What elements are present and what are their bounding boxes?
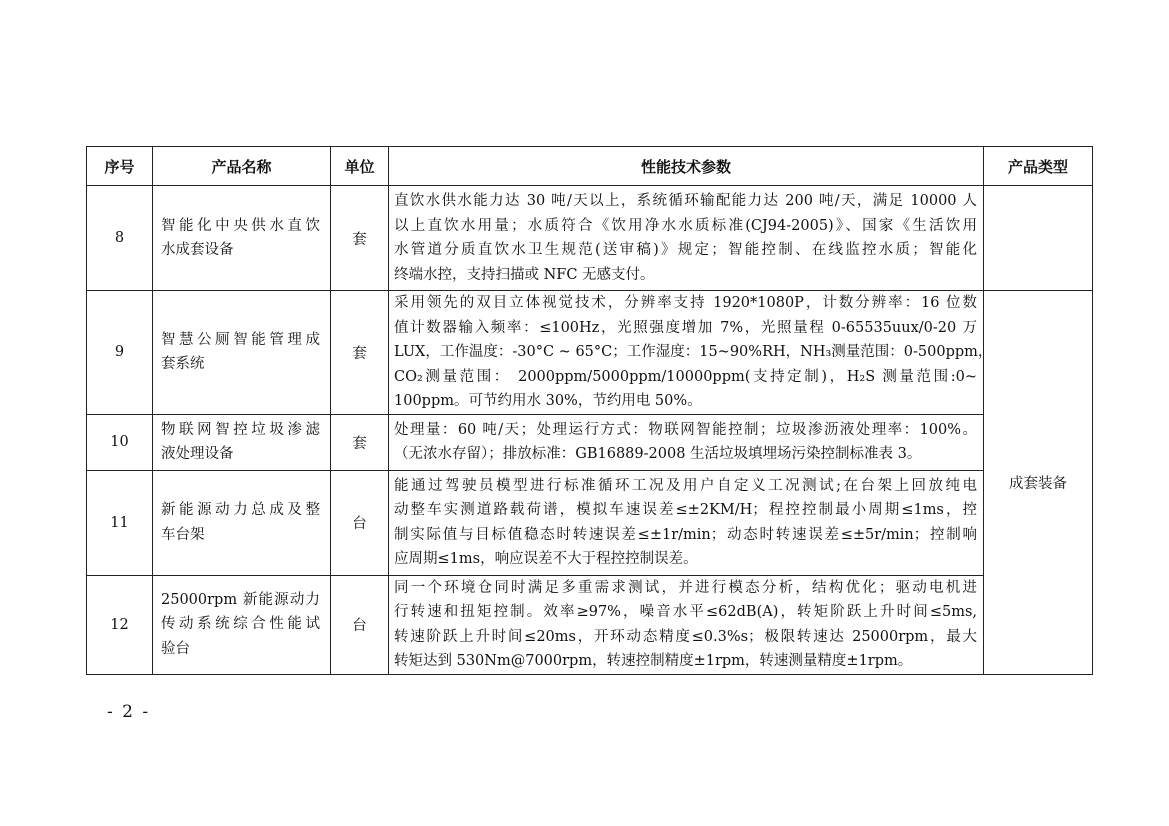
row-number: 8	[87, 186, 153, 291]
row-number: 9	[87, 291, 153, 415]
param-line: 水管道分质直饮水卫生规范(送审稿)》规定；智能控制、在线监控水质；智能化	[394, 242, 977, 258]
product-name-line: 水成套设备	[161, 242, 234, 258]
product-name-line: 车台架	[161, 526, 205, 543]
param-line: 100ppm。可节约用水 30%，节约用电 50%。	[394, 393, 702, 409]
param-line: CO₂测量范围： 2000ppm/5000ppm/10000ppm(支持定制)，H₂S 测量范围:0~	[394, 368, 977, 385]
param-line: 处理量：60 吨/天；处理运行方式：物联网智能控制；垃圾渗沥液处理率：100%。	[394, 421, 977, 438]
param-line: 转矩达到 530Nm@7000rpm，转速控制精度±1rpm，转速测量精度±1rpm。	[394, 653, 913, 669]
table-row	[87, 414, 1093, 470]
product-name-line: 验台	[161, 640, 190, 657]
header-category: 产品类型	[984, 147, 1093, 186]
product-name-line: 套系统	[161, 356, 205, 373]
header-unit: 单位	[331, 147, 389, 186]
param-line: 制实际值与目标值稳态时转速误差≤±1r/min；动态时转速误差≤±5r/min；控制响	[394, 526, 977, 543]
product-name	[153, 291, 331, 415]
product-name-line: 液处理设备	[161, 446, 234, 462]
param-line: LUX，工作温度：-30°C ~ 65°C；工作湿度：15~90%RH，NH₃测量范围：0-500ppm，	[394, 344, 993, 360]
unit: 套	[331, 186, 389, 291]
product-name	[153, 470, 331, 575]
param-line: 行转速和扭矩控制。效率≥97%，噪音水平≤62dB(A)，转矩阶跃上升时间≤5ms,	[394, 604, 977, 620]
header-name: 产品名称	[153, 147, 331, 186]
param-line: 值计数器输入频率：≤100Hz，光照强度增加 7%，光照量程 0-65535uux/0-20 万	[394, 319, 977, 336]
row-number: 11	[87, 470, 153, 575]
param-line: 以上直饮水用量；水质符合《饮用净水水质标准(CJ94-2005)》、国家《生活饮用	[394, 217, 977, 234]
product-category	[984, 186, 1093, 291]
unit: 台	[331, 470, 389, 575]
param-line: 采用领先的双目立体视觉技术，分辨率支持 1920*1080P，计数分辨率：16 位数	[394, 295, 977, 311]
product-name	[153, 575, 331, 674]
product-category: 成套装备	[984, 291, 1093, 675]
row-number: 10	[87, 414, 153, 470]
table-row	[87, 291, 1093, 415]
table-row	[87, 575, 1093, 674]
product-name-line: 新能源动力总成及整	[161, 502, 320, 518]
row-number: 12	[87, 575, 153, 674]
header-params: 性能技术参数	[389, 147, 984, 186]
param-line: （无浓水存留）；排放标准：GB16889-2008 生活垃圾填埋场污染控制标准表 3。	[394, 446, 922, 462]
performance-params	[389, 470, 984, 575]
product-name-line: 智慧公厕智能管理成	[161, 331, 320, 348]
param-line: 转速阶跃上升时间≤20ms，开环动态精度≤0.3%s；极限转速达 25000rpm，最大	[394, 628, 977, 645]
product-table	[86, 146, 1093, 675]
unit: 套	[331, 414, 389, 470]
unit: 套	[331, 291, 389, 415]
param-line: 终端水控，支持扫描或 NFC 无感支付。	[394, 266, 655, 283]
param-line: 能通过驾驶员模型进行标准循环工况及用户自定义工况测试;在台架上回放纯电	[394, 477, 977, 494]
product-name	[153, 186, 331, 291]
param-line: 直饮水供水能力达 30 吨/天以上，系统循环输配能力达 200 吨/天，满足 10000 人	[394, 193, 977, 209]
header-no: 序号	[87, 147, 153, 186]
product-name	[153, 414, 331, 470]
performance-params	[389, 291, 993, 415]
product-name-line: 物联网智控垃圾渗滤	[161, 421, 320, 438]
param-line: 应周期≤1ms，响应误差不大于程控控制误差。	[394, 551, 698, 567]
table-row	[87, 470, 1093, 575]
product-name-line: 智能化中央供水直饮	[161, 217, 320, 234]
table-row	[87, 186, 1093, 291]
param-line: 动整车实测道路载荷谱，模拟车速误差≤±2KM/H；程控控制最小周期≤1ms，控	[394, 502, 977, 518]
performance-params	[389, 575, 984, 674]
performance-params	[389, 186, 984, 291]
param-line: 同一个环境仓同时满足多重需求测试，并进行模态分析，结构优化；驱动电机进	[394, 579, 977, 596]
performance-params	[389, 414, 984, 470]
unit: 台	[331, 575, 389, 674]
product-name-line: 25000rpm 新能源动力	[161, 591, 320, 608]
page-number: - 2 -	[107, 702, 151, 722]
table-header-row	[87, 147, 1093, 186]
product-name-line: 传动系统综合性能试	[161, 616, 320, 633]
